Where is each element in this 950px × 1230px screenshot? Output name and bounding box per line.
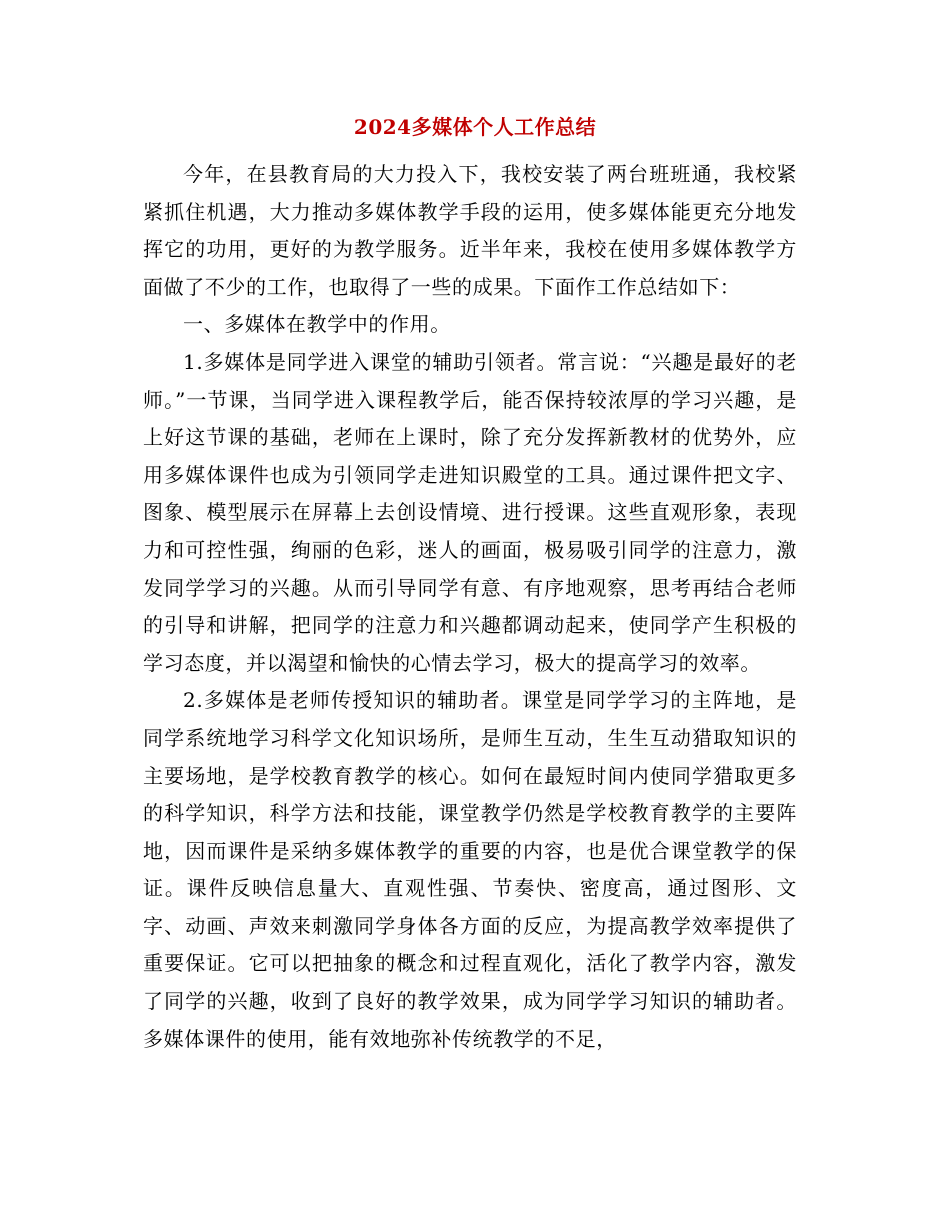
document-body [143, 156, 797, 1058]
paragraph-point-1: 1.多媒体是同学进入课堂的辅助引领者。常言说：“兴趣是最好的老师。”一节课，当同学进入课程教学后，能否保持较浓厚的学习兴趣，是上好这节课的基础，老师在上课时，除了充分发挥新教材的优势外，应用多媒体课件也成为引领同学走进知识殿堂的工具。通过课件把文字、图象、模型展示在屏幕上去创设情境、进行授课。这些直观形象，表现力和可控性强，绚丽的色彩，迷人的画面，极易吸引同学的注意力，激发同学学习的兴趣。从而引导同学有意、有序地观察，思考再结合老师的引导和讲解，把同学的注意力和兴趣都调动起来，使同学产生积极的学习态度，并以渴望和愉快的心情去学习，极大的提高学习的效率。 [143, 349, 797, 675]
document-title: 2024多媒体个人工作总结 [353, 115, 597, 139]
paragraph-intro: 今年，在县教育局的大力投入下，我校安装了两台班班通，我校紧紧抓住机遇，大力推动多媒体教学手段的运用，使多媒体能更充分地发挥它的功用，更好的为教学服务。近半年来，我校在使用多媒体教学方面做了不少的工作，也取得了一些的成果。下面作工作总结如下： [143, 162, 797, 299]
paragraph-point-2: 2.多媒体是老师传授知识的辅助者。课堂是同学学习的主阵地，是同学系统地学习科学文化知识场所，是师生互动，生生互动猎取知识的主要场地，是学校教育教学的核心。如何在最短时间内使同学猎取更多的科学知识，科学方法和技能，课堂教学仍然是学校教育教学的主要阵地，因而课件是采纳多媒体教学的重要的内容，也是优合课堂教学的保证。课件反映信息量大、直观性强、节奏快、密度高，通过图形、文字、动画、声效来刺激同学身体各方面的反应，为提高教学效率提供了重要保证。它可以把抽象的概念和过程直观化，活化了教学内容，激发了同学的兴趣，收到了良好的教学效果，成为同学学习知识的辅助者。多媒体课件的使用，能有效地弥补传统教学的不足， [143, 688, 797, 1051]
section-heading-1: 一、多媒体在教学中的作用。 [183, 312, 451, 337]
